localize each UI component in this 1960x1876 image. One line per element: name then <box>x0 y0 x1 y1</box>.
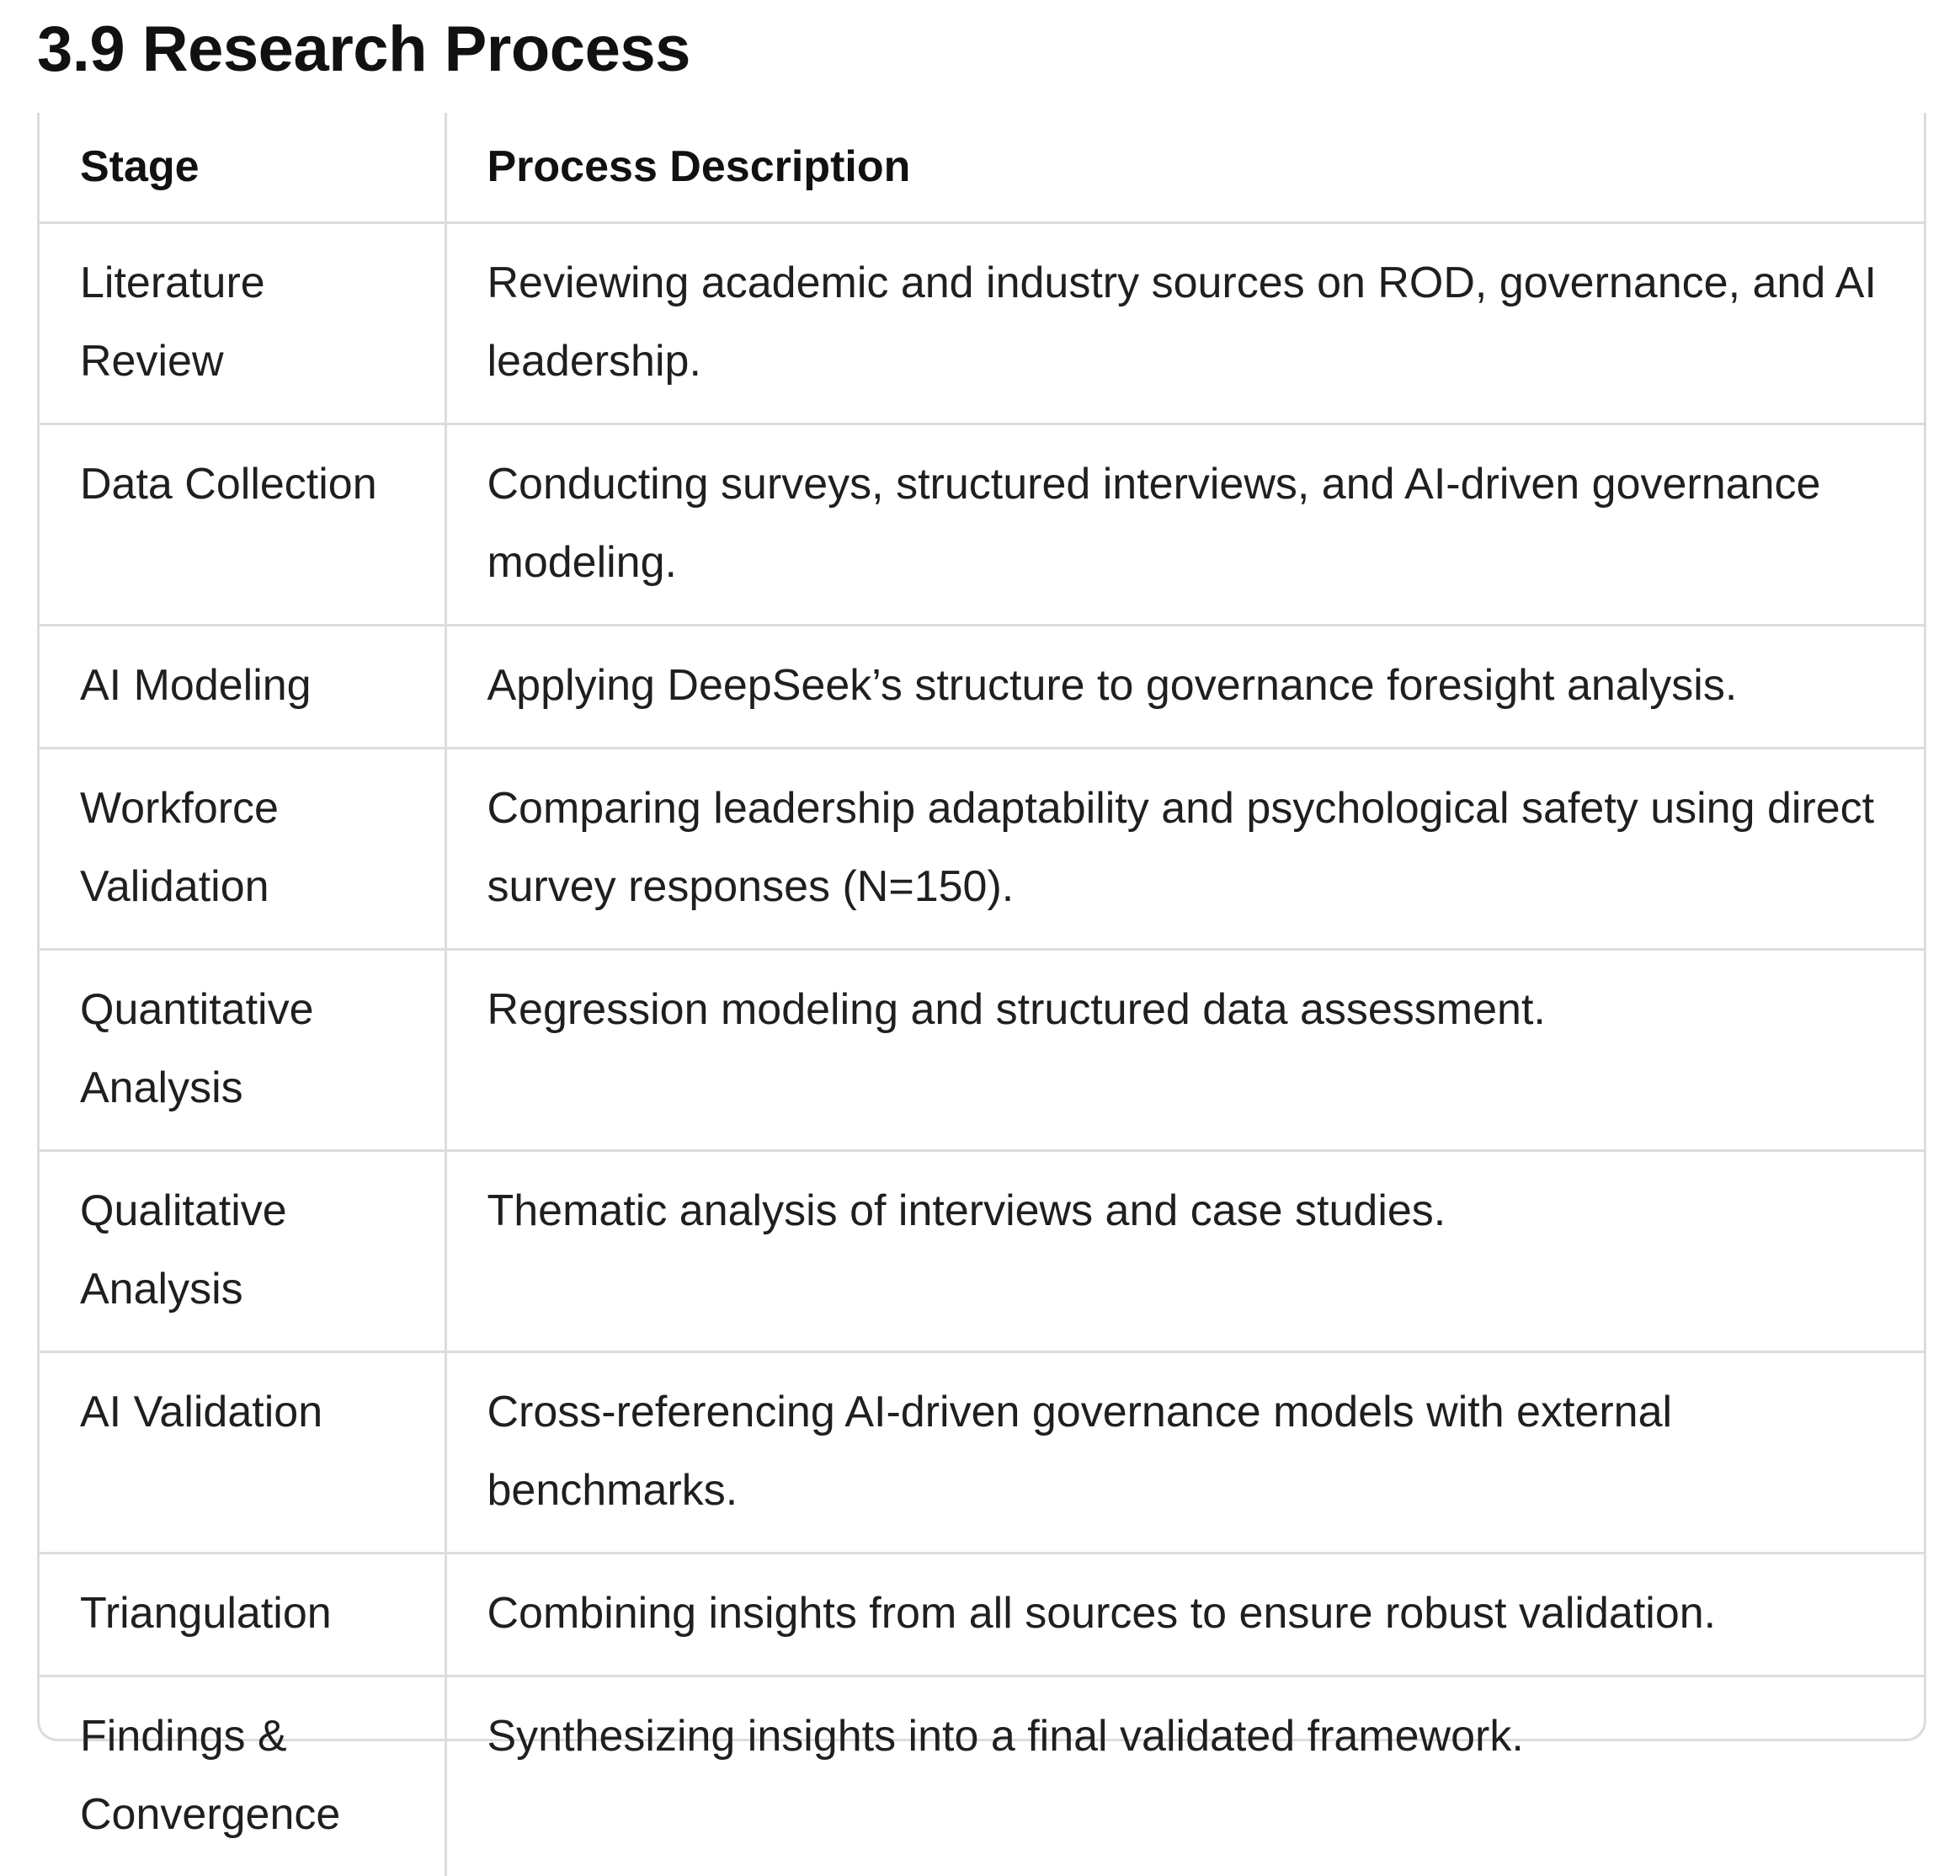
research-process-table-container <box>37 113 1926 1741</box>
research-process-table <box>40 113 1924 1876</box>
stage-cell: Quantitative Analysis <box>40 950 445 1151</box>
table-row <box>40 223 1924 424</box>
table-row <box>40 1676 1924 1876</box>
description-cell: Cross-referencing AI-driven governance models with external benchmarks. <box>445 1352 1924 1554</box>
table-row <box>40 950 1924 1151</box>
table-row <box>40 749 1924 950</box>
description-cell: Regression modeling and structured data assessment. <box>445 950 1924 1151</box>
description-cell: Reviewing academic and industry sources on ROD, governance, and AI leadership. <box>445 223 1924 424</box>
stage-cell: Triangulation <box>40 1554 445 1676</box>
description-cell: Thematic analysis of interviews and case studies. <box>445 1151 1924 1352</box>
table-row <box>40 626 1924 749</box>
table-row <box>40 1554 1924 1676</box>
description-cell: Conducting surveys, structured interviews, and AI-driven governance modeling. <box>445 424 1924 626</box>
table-header-row <box>40 113 1924 223</box>
table-row <box>40 424 1924 626</box>
description-cell: Combining insights from all sources to ensure robust validation. <box>445 1554 1924 1676</box>
description-cell: Synthesizing insights into a final validated framework. <box>445 1676 1924 1876</box>
table-row <box>40 1352 1924 1554</box>
description-cell: Comparing leadership adaptability and psychological safety using direct survey responses (N=150). <box>445 749 1924 950</box>
section-title: 3.9 Research Process <box>37 12 690 88</box>
stage-cell: Workforce Validation <box>40 749 445 950</box>
stage-cell: AI Validation <box>40 1352 445 1554</box>
stage-cell: Qualitative Analysis <box>40 1151 445 1352</box>
description-cell: Applying DeepSeek’s structure to governance foresight analysis. <box>445 626 1924 749</box>
stage-cell: Data Collection <box>40 424 445 626</box>
stage-cell: Literature Review <box>40 223 445 424</box>
column-header-description: Process Description <box>445 113 1924 223</box>
table-row <box>40 1151 1924 1352</box>
stage-cell: AI Modeling <box>40 626 445 749</box>
column-header-stage: Stage <box>40 113 445 223</box>
stage-cell: Findings & Convergence <box>40 1676 445 1876</box>
